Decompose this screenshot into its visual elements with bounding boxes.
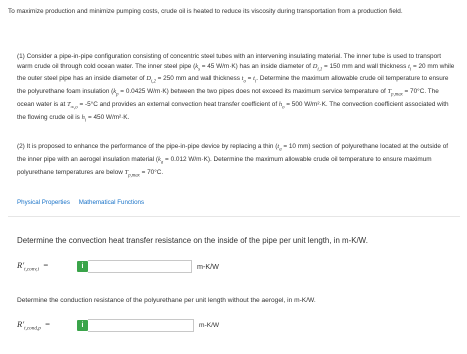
answer-input-conv[interactable]	[88, 260, 192, 273]
section-divider	[8, 216, 460, 217]
problem-part-1: (1) Consider a pipe-in-pipe configuration consisting of concentric steel tubes with an intervening insulating material. The inner tube is used to transport warm crude oil through cold ocean water. The inner steel pipe ($k_s = 45$ W/m·K) has an inside diameter of $D_{i,1} = 150$ mm and wall thickness $t_i = 20$ mm while the outer steel pipe has an inside diameter of $D_{i,2} = 250$ mm and wall thickness $t_o = t_i$. Determine the maximum allowable crude oil temperature to ensure the polyurethane foam insulation ($k_p = 0.0425$ W/m·K) between the two pipes does not exceed its maximum service temperature of $T_{p,max} = 70^\circ C$. The ocean water is at $T_{\infty,o} = -5^\circ C$ and provides an external convection heat transfer coefficient of $h_o = 500$ W/m²·K. The convection coefficient associated with the flowing crude oil is $h_i = 450$ W/m²·K.	[17, 53, 455, 124]
physical-properties-link[interactable]: Physical Properties	[17, 199, 70, 206]
answer-row-2	[17, 319, 219, 332]
answer-row-1	[17, 260, 219, 273]
answer-input-cond[interactable]	[88, 319, 194, 332]
question-2-text: Determine the conduction resistance of the polyurethane per unit length without the aerogel, in m-K/W.	[17, 297, 316, 304]
problem-part-2: (2) It is proposed to enhance the performance of the pipe-in-pipe device by replacing a thin ($t_a = 10$ mm) section of polyurethane located at the outside of the inner pipe with an aerogel insulation material ($k_a = 0.012$ W/m·K). Determine the maximum allowable crude oil temperature to ensure maximum polyurethane temperatures are below $T_{p,max} = 70^\circ C$.	[17, 143, 449, 179]
resistance-symbol-conv: $R'_{t,conv,i}$ =	[17, 260, 49, 273]
mathematical-functions-link[interactable]: Mathematical Functions	[78, 199, 145, 206]
question-1-text: Determine the convection heat transfer resistance on the inside of the pipe per unit length, in m-K/W.	[17, 236, 368, 245]
unit-label: m-K/W	[197, 262, 219, 271]
resistance-symbol-cond: $R'_{t,cond,p}$ =	[17, 319, 51, 332]
resource-links	[17, 199, 151, 206]
info-icon[interactable]: i	[77, 320, 88, 331]
info-icon[interactable]: i	[77, 261, 88, 272]
unit-label: m-K/W	[199, 322, 220, 329]
problem-intro: To maximize production and minimize pumping costs, crude oil is heated to reduce its viscosity during transportation from a production field.	[8, 8, 403, 15]
